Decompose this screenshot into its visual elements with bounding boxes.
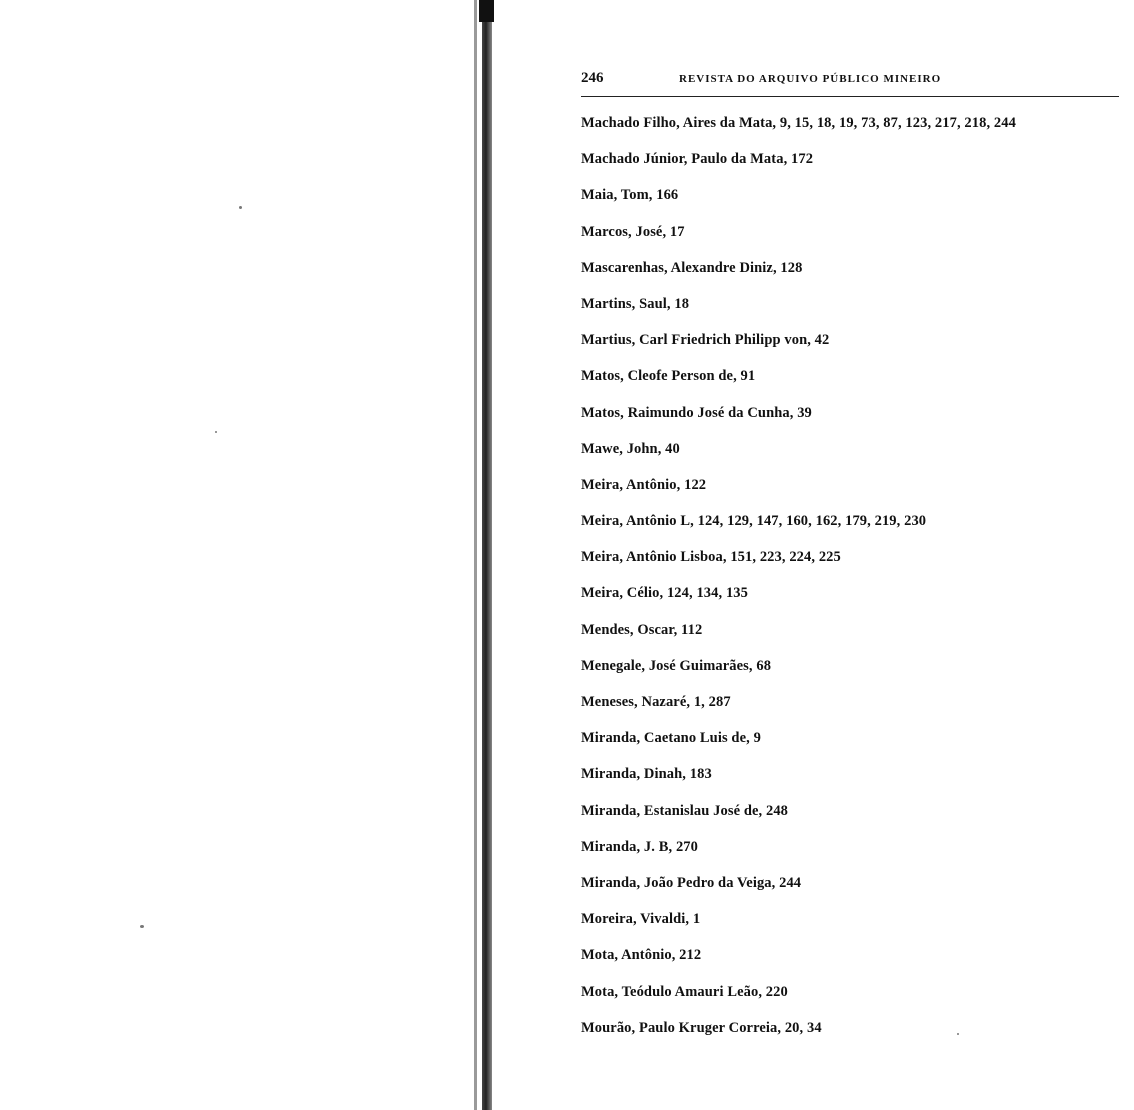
scan-speck [140, 925, 144, 928]
index-entry: Mota, Teódulo Amauri Leão, 220 [581, 983, 788, 1000]
running-head [581, 70, 1119, 97]
index-entry: Meira, Antônio L, 124, 129, 147, 160, 162, 179, 219, 230 [581, 513, 927, 530]
page-number: 246 [581, 70, 604, 86]
index-entry: Maia, Tom, 166 [581, 187, 679, 204]
index-entry: Meira, Antônio, 122 [581, 476, 707, 493]
index-entry: Matos, Raimundo José da Cunha, 39 [581, 404, 812, 421]
index-page [581, 70, 1119, 1046]
index-entry: Meneses, Nazaré, 1, 287 [581, 694, 731, 710]
index-entry: Meira, Antônio Lisboa, 151, 223, 224, 225 [581, 549, 841, 566]
index-entry: Mendes, Oscar, 112 [581, 621, 703, 638]
index-list [581, 105, 1119, 1046]
index-entry: Menegale, José Guimarães, 68 [581, 657, 772, 674]
index-entry: Martins, Saul, 18 [581, 295, 690, 312]
index-entry: Moreira, Vivaldi, 1 [581, 911, 701, 928]
index-entry: Mota, Antônio, 212 [581, 947, 702, 964]
index-entry: Miranda, Estanislau José de, 248 [581, 802, 789, 819]
index-entry: Mascarenhas, Alexandre Diniz, 128 [581, 259, 803, 276]
index-entry: Meira, Célio, 124, 134, 135 [581, 585, 749, 602]
index-entry: Miranda, Dinah, 183 [581, 766, 712, 783]
index-entry: Marcos, José, 17 [581, 223, 685, 240]
scan-speck [239, 206, 242, 209]
index-entry: Mourão, Paulo Kruger Correia, 20, 34 [581, 1019, 822, 1036]
index-entry: Machado Júnior, Paulo da Mata, 172 [581, 151, 814, 168]
book-spine [482, 0, 492, 1110]
journal-title: REVISTA DO ARQUIVO PÚBLICO MINEIRO [679, 73, 942, 85]
index-entry: Mawe, John, 40 [581, 440, 680, 457]
book-spine-top [479, 0, 494, 22]
index-entry: Machado Filho, Aires da Mata, 9, 15, 18, 19, 73, 87, 123, 217, 218, 244 [581, 115, 1016, 131]
scan-speck [215, 431, 217, 433]
page-gutter-shadow [474, 0, 477, 1110]
index-entry: Miranda, João Pedro da Veiga, 244 [581, 874, 802, 891]
index-entry: Matos, Cleofe Person de, 91 [581, 368, 756, 385]
index-entry: Martius, Carl Friedrich Philipp von, 42 [581, 332, 830, 349]
index-entry: Miranda, Caetano Luis de, 9 [581, 730, 761, 747]
index-entry: Miranda, J. B, 270 [581, 838, 698, 855]
